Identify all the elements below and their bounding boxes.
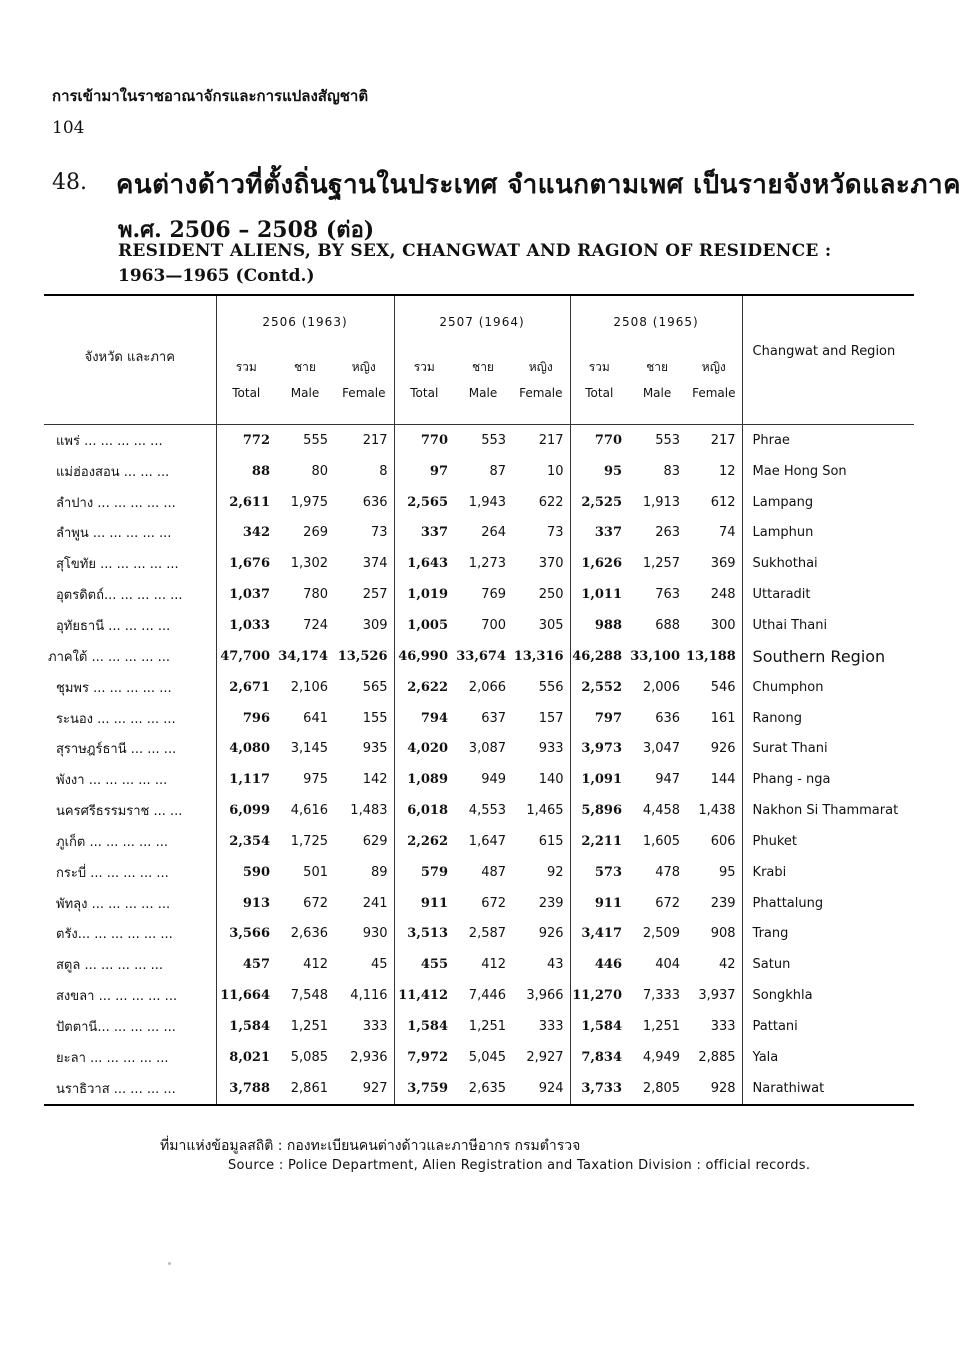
female-value: 622 — [538, 494, 564, 510]
changwat-english: Krabi — [742, 857, 914, 888]
male-value: 2,635 — [468, 1080, 507, 1096]
female-value: 374 — [362, 556, 388, 572]
total-value: 342 — [216, 518, 276, 549]
male-value: 672 — [481, 895, 507, 911]
total-value: 1,676 — [216, 548, 276, 579]
male-value: 263 — [655, 525, 681, 541]
total-value: 2,565 — [394, 487, 454, 518]
male-value: 555 — [303, 432, 328, 448]
male-value: 1,725 — [290, 833, 328, 849]
male-value: 412 — [303, 957, 328, 973]
male-value: 637 — [481, 710, 507, 726]
total-value: 2,354 — [216, 826, 276, 857]
changwat-thai: นครศรีธรรมราช ... ... — [56, 804, 183, 820]
male-value: 2,509 — [642, 926, 681, 942]
male-value: 1,251 — [642, 1018, 681, 1034]
total-value: 590 — [216, 857, 276, 888]
total-value: 3,759 — [394, 1073, 454, 1105]
table-row — [44, 919, 914, 950]
table-row — [44, 1011, 914, 1042]
changwat-english: Phang - nga — [742, 764, 914, 795]
table-number: 48. — [52, 170, 87, 195]
changwat-english: Lamphun — [742, 518, 914, 549]
changwat-thai: ลำพูน ... ... ... ... ... — [56, 526, 172, 542]
changwat-thai: กระบี่ ... ... ... ... ... — [56, 865, 169, 881]
table-row — [44, 672, 914, 703]
total-value: 7,972 — [394, 1042, 454, 1073]
changwat-english: Songkhla — [742, 980, 914, 1011]
total-value: 1,584 — [216, 1011, 276, 1042]
female-value: 257 — [362, 587, 388, 603]
male-value: 1,302 — [290, 556, 328, 572]
female-header: หญิง Female — [519, 360, 563, 400]
total-value: 1,089 — [394, 764, 454, 795]
total-value: 4,020 — [394, 733, 454, 764]
female-value: 2,927 — [526, 1049, 564, 1065]
total-value: 455 — [394, 949, 454, 980]
male-value: 1,647 — [468, 833, 507, 849]
female-value: 217 — [538, 432, 564, 448]
table-title-english: RESIDENT ALIENS, BY SEX, CHANGWAT AND RAGION OF RESIDENCE : — [118, 241, 832, 261]
female-value: 140 — [538, 772, 564, 788]
male-value: 949 — [481, 772, 507, 788]
male-value: 4,616 — [290, 803, 328, 819]
female-value: 239 — [538, 895, 564, 911]
total-value: 1,584 — [570, 1011, 628, 1042]
changwat-english: Trang — [742, 919, 914, 950]
female-value: 13,526 — [337, 648, 388, 664]
male-value: 769 — [481, 587, 507, 603]
male-value: 412 — [481, 957, 507, 973]
resident-aliens-table — [44, 294, 914, 1106]
total-value: 2,211 — [570, 826, 628, 857]
table-row — [44, 548, 914, 579]
female-value: 933 — [538, 741, 564, 757]
female-value: 908 — [710, 926, 736, 942]
changwat-thai: พังงา ... ... ... ... ... — [56, 773, 168, 789]
male-value: 763 — [655, 587, 681, 603]
table-title-thai-years: พ.ศ. 2506 – 2508 (ต่อ) — [118, 217, 375, 243]
year-header: 2508 (1965) — [570, 295, 742, 348]
total-value: 1,037 — [216, 579, 276, 610]
table-row — [44, 610, 914, 641]
changwat-english: Yala — [742, 1042, 914, 1073]
total-value: 1,033 — [216, 610, 276, 641]
male-value: 1,605 — [642, 833, 681, 849]
female-value: 42 — [719, 957, 736, 973]
table-row — [44, 888, 914, 919]
female-value: 92 — [546, 864, 564, 880]
total-value: 2,671 — [216, 672, 276, 703]
male-value: 7,333 — [642, 988, 681, 1004]
table-row — [44, 857, 914, 888]
table-row — [44, 425, 914, 456]
changwat-english: Mae Hong Son — [742, 456, 914, 487]
female-value: 73 — [370, 525, 388, 541]
male-value: 3,145 — [290, 741, 328, 757]
male-value: 33,100 — [630, 648, 681, 664]
total-value: 337 — [570, 518, 628, 549]
male-value: 3,047 — [642, 741, 681, 757]
male-value: 7,446 — [468, 988, 507, 1004]
total-value: 95 — [570, 456, 628, 487]
female-value: 1,483 — [350, 803, 388, 819]
female-value: 248 — [710, 587, 736, 603]
male-value: 2,805 — [642, 1080, 681, 1096]
total-value: 11,412 — [394, 980, 454, 1011]
male-value: 947 — [655, 772, 681, 788]
total-value: 911 — [570, 888, 628, 919]
changwat-english: Uthai Thani — [742, 610, 914, 641]
changwat-english: Pattani — [742, 1011, 914, 1042]
total-value: 8,021 — [216, 1042, 276, 1073]
female-value: 45 — [370, 957, 388, 973]
total-header: รวม Total — [216, 348, 276, 412]
total-value: 457 — [216, 949, 276, 980]
total-value: 97 — [394, 456, 454, 487]
female-value: 241 — [362, 895, 388, 911]
female-value: 155 — [362, 710, 388, 726]
female-value: 615 — [538, 833, 564, 849]
changwat-thai: ชุมพร ... ... ... ... ... — [56, 680, 172, 696]
changwat-english: Phrae — [742, 425, 914, 456]
table-row — [44, 1042, 914, 1073]
female-value: 565 — [362, 679, 388, 695]
changwat-english: Satun — [742, 949, 914, 980]
male-value: 2,006 — [642, 679, 681, 695]
male-value: 269 — [303, 525, 328, 541]
female-value: 10 — [546, 463, 564, 479]
female-value: 926 — [710, 741, 736, 757]
total-value: 3,513 — [394, 919, 454, 950]
changwat-thai: นราธิวาส ... ... ... ... — [56, 1081, 176, 1097]
male-value: 1,251 — [468, 1018, 507, 1034]
total-value: 770 — [394, 425, 454, 456]
total-value: 1,584 — [394, 1011, 454, 1042]
table-row — [44, 487, 914, 518]
female-value: 2,885 — [698, 1049, 736, 1065]
male-value: 7,548 — [290, 988, 328, 1004]
total-value: 913 — [216, 888, 276, 919]
total-value: 988 — [570, 610, 628, 641]
total-value: 1,091 — [570, 764, 628, 795]
table-body — [44, 425, 914, 1105]
female-value: 73 — [546, 525, 564, 541]
female-value: 926 — [538, 926, 564, 942]
total-value: 88 — [216, 456, 276, 487]
total-value: 3,973 — [570, 733, 628, 764]
table-row — [44, 579, 914, 610]
region-label-header: Changwat and Region — [742, 295, 914, 412]
male-value: 1,943 — [468, 494, 507, 510]
male-value: 4,458 — [642, 803, 681, 819]
total-value: 1,626 — [570, 548, 628, 579]
male-value: 80 — [311, 463, 328, 479]
female-value: 309 — [362, 617, 388, 633]
male-value: 672 — [303, 895, 328, 911]
female-header: หญิง Female — [342, 360, 386, 400]
male-value: 3,087 — [468, 741, 507, 757]
female-value: 3,966 — [526, 988, 564, 1004]
male-value: 780 — [303, 587, 328, 603]
male-value: 5,045 — [468, 1049, 507, 1065]
female-value: 4,116 — [350, 988, 388, 1004]
total-value: 573 — [570, 857, 628, 888]
male-value: 2,106 — [290, 679, 328, 695]
table-title-thai: คนต่างด้าวที่ตั้งถิ่นฐานในประเทศ จำแนกตามเพศ เป็นรายจังหวัดและภาค — [116, 170, 961, 200]
total-value: 6,099 — [216, 795, 276, 826]
female-value: 305 — [538, 617, 564, 633]
female-value: 636 — [362, 494, 388, 510]
changwat-thai: อุตรดิตถ์... ... ... ... ... — [56, 588, 183, 604]
changwat-thai: ปัตตานี... ... ... ... ... — [56, 1019, 176, 1035]
table-row — [44, 703, 914, 734]
changwat-thai: สงขลา ... ... ... ... ... — [56, 989, 178, 1005]
changwat-thai: ตรัง... ... ... ... ... ... — [56, 927, 173, 943]
male-value: 404 — [655, 957, 681, 973]
table-title-english-years: 1963—1965 (Contd.) — [118, 266, 315, 286]
female-value: 157 — [538, 710, 564, 726]
female-value: 606 — [710, 833, 736, 849]
female-value: 300 — [710, 617, 736, 633]
female-value: 217 — [710, 432, 736, 448]
changwat-english: Sukhothai — [742, 548, 914, 579]
male-value: 5,085 — [290, 1049, 328, 1065]
changwat-thai: ระนอง ... ... ... ... ... — [56, 711, 176, 727]
male-value: 83 — [663, 463, 681, 479]
total-value: 3,566 — [216, 919, 276, 950]
female-value: 924 — [538, 1080, 564, 1096]
total-value: 446 — [570, 949, 628, 980]
male-value: 4,949 — [642, 1049, 681, 1065]
changwat-thai: สุโขทัย ... ... ... ... ... — [56, 557, 179, 573]
table-row — [44, 733, 914, 764]
total-value: 337 — [394, 518, 454, 549]
year-header: 2506 (1963) — [216, 295, 394, 348]
female-value: 8 — [379, 463, 388, 479]
male-value: 672 — [655, 895, 681, 911]
table-row — [44, 764, 914, 795]
source-thai: ที่มาแห่งข้อมูลสถิติ : กองทะเบียนคนต่างด้าวและภาษีอากร กรมตำรวจ — [160, 1138, 581, 1154]
male-value: 641 — [303, 710, 328, 726]
male-value: 2,861 — [290, 1080, 328, 1096]
female-value: 74 — [719, 525, 736, 541]
total-value: 2,552 — [570, 672, 628, 703]
total-value: 794 — [394, 703, 454, 734]
female-value: 217 — [362, 432, 388, 448]
female-value: 928 — [710, 1080, 736, 1096]
male-value: 700 — [481, 617, 507, 633]
total-value: 2,262 — [394, 826, 454, 857]
male-value: 264 — [481, 525, 507, 541]
male-value: 87 — [489, 463, 507, 479]
changwat-thai: แพร่ ... ... ... ... ... — [56, 433, 163, 449]
male-value: 1,913 — [642, 494, 681, 510]
female-value: 239 — [710, 895, 736, 911]
male-value: 975 — [303, 772, 328, 788]
total-value: 770 — [570, 425, 628, 456]
table-row — [44, 518, 914, 549]
changwat-english: Ranong — [742, 703, 914, 734]
female-value: 12 — [719, 463, 736, 479]
total-value: 6,018 — [394, 795, 454, 826]
total-value: 1,011 — [570, 579, 628, 610]
male-header: ชาย Male — [290, 360, 320, 400]
total-value: 46,990 — [394, 641, 454, 672]
print-speck — [168, 1262, 171, 1265]
female-value: 3,937 — [698, 988, 736, 1004]
male-value: 501 — [303, 864, 328, 880]
male-value: 2,636 — [290, 926, 328, 942]
table-row — [44, 456, 914, 487]
changwat-thai: อุทัยธานี ... ... ... ... — [56, 618, 171, 634]
running-head: การเข้ามาในราชอาณาจักรและการแปลงสัญชาติ — [52, 87, 369, 105]
total-value: 1,643 — [394, 548, 454, 579]
year-header: 2507 (1964) — [394, 295, 570, 348]
male-value: 553 — [481, 432, 507, 448]
table-row — [44, 795, 914, 826]
total-header: รวม Total — [570, 348, 628, 412]
male-value: 4,553 — [468, 803, 507, 819]
changwat-thai: แม่ฮ่องสอน ... ... ... — [56, 464, 170, 480]
female-value: 1,465 — [526, 803, 564, 819]
female-value: 1,438 — [698, 803, 736, 819]
female-value: 161 — [710, 710, 736, 726]
total-value: 46,288 — [570, 641, 628, 672]
female-value: 333 — [538, 1018, 564, 1034]
total-value: 3,788 — [216, 1073, 276, 1105]
total-value: 2,525 — [570, 487, 628, 518]
male-value: 1,251 — [290, 1018, 328, 1034]
changwat-thai: ภูเก็ต ... ... ... ... ... — [56, 834, 168, 850]
total-value: 4,080 — [216, 733, 276, 764]
changwat-thai: สตูล ... ... ... ... ... — [56, 958, 163, 974]
female-value: 89 — [370, 864, 388, 880]
female-value: 369 — [710, 556, 736, 572]
female-value: 13,188 — [686, 648, 736, 664]
changwat-english: Phattalung — [742, 888, 914, 919]
female-value: 556 — [538, 679, 564, 695]
female-value: 144 — [710, 772, 736, 788]
female-value: 333 — [362, 1018, 388, 1034]
total-value: 11,270 — [570, 980, 628, 1011]
female-value: 935 — [362, 741, 388, 757]
male-value: 1,273 — [468, 556, 507, 572]
female-value: 629 — [362, 833, 388, 849]
male-value: 33,674 — [456, 648, 507, 664]
male-value: 34,174 — [278, 648, 328, 664]
female-value: 546 — [710, 679, 736, 695]
female-value: 142 — [362, 772, 388, 788]
female-value: 43 — [546, 957, 564, 973]
total-header: รวม Total — [394, 348, 454, 412]
male-value: 1,975 — [290, 494, 328, 510]
male-value: 553 — [655, 432, 681, 448]
total-value: 911 — [394, 888, 454, 919]
changwat-english: Narathiwat — [742, 1073, 914, 1105]
total-value: 7,834 — [570, 1042, 628, 1073]
male-value: 688 — [655, 617, 681, 633]
total-value: 1,005 — [394, 610, 454, 641]
total-value: 579 — [394, 857, 454, 888]
female-value: 2,936 — [350, 1049, 388, 1065]
changwat-thai: ลำปาง ... ... ... ... ... — [56, 495, 176, 511]
male-value: 1,257 — [642, 556, 681, 572]
female-value: 370 — [538, 556, 564, 572]
male-value: 487 — [481, 864, 507, 880]
male-value: 636 — [655, 710, 681, 726]
total-value: 3,417 — [570, 919, 628, 950]
female-header: หญิง Female — [692, 360, 736, 400]
total-value: 2,611 — [216, 487, 276, 518]
total-value: 11,664 — [216, 980, 276, 1011]
changwat-english: Uttaradit — [742, 579, 914, 610]
total-value: 2,622 — [394, 672, 454, 703]
changwat-english: Nakhon Si Thammarat — [742, 795, 914, 826]
total-value: 796 — [216, 703, 276, 734]
female-value: 13,316 — [513, 648, 564, 664]
female-value: 250 — [538, 587, 564, 603]
total-value: 3,733 — [570, 1073, 628, 1105]
total-value: 797 — [570, 703, 628, 734]
male-header: ชาย Male — [642, 360, 672, 400]
male-header: ชาย Male — [468, 360, 498, 400]
changwat-thai: ยะลา ... ... ... ... ... — [56, 1050, 169, 1066]
total-value: 47,700 — [216, 641, 276, 672]
table-row — [44, 826, 914, 857]
female-value: 612 — [710, 494, 736, 510]
total-value: 1,019 — [394, 579, 454, 610]
changwat-english: Phuket — [742, 826, 914, 857]
total-value: 5,896 — [570, 795, 628, 826]
changwat-english: Lampang — [742, 487, 914, 518]
changwat-english: Chumphon — [742, 672, 914, 703]
male-value: 724 — [303, 617, 328, 633]
female-value: 930 — [362, 926, 388, 942]
female-value: 927 — [362, 1080, 388, 1096]
changwat-english: Surat Thani — [742, 733, 914, 764]
changwat-thai: พัทลุง ... ... ... ... ... — [56, 896, 171, 912]
table-row — [44, 1073, 914, 1105]
table-row — [44, 980, 914, 1011]
male-value: 2,587 — [468, 926, 507, 942]
changwat-english: Southern Region — [742, 641, 914, 672]
male-value: 2,066 — [468, 679, 507, 695]
region-row — [44, 641, 914, 672]
female-value: 333 — [710, 1018, 736, 1034]
changwat-thai: สุราษฎร์ธานี ... ... ... — [56, 742, 177, 758]
row-label-header: จังหวัด และภาค — [84, 350, 175, 365]
source-english: Source : Police Department, Alien Registration and Taxation Division : official records. — [228, 1158, 811, 1173]
total-value: 1,117 — [216, 764, 276, 795]
page-number: 104 — [52, 118, 85, 138]
female-value: 95 — [719, 864, 736, 880]
male-value: 478 — [655, 864, 681, 880]
changwat-thai: ภาคใต้ ... ... ... ... ... — [48, 649, 171, 665]
table-row — [44, 949, 914, 980]
total-value: 772 — [216, 425, 276, 456]
